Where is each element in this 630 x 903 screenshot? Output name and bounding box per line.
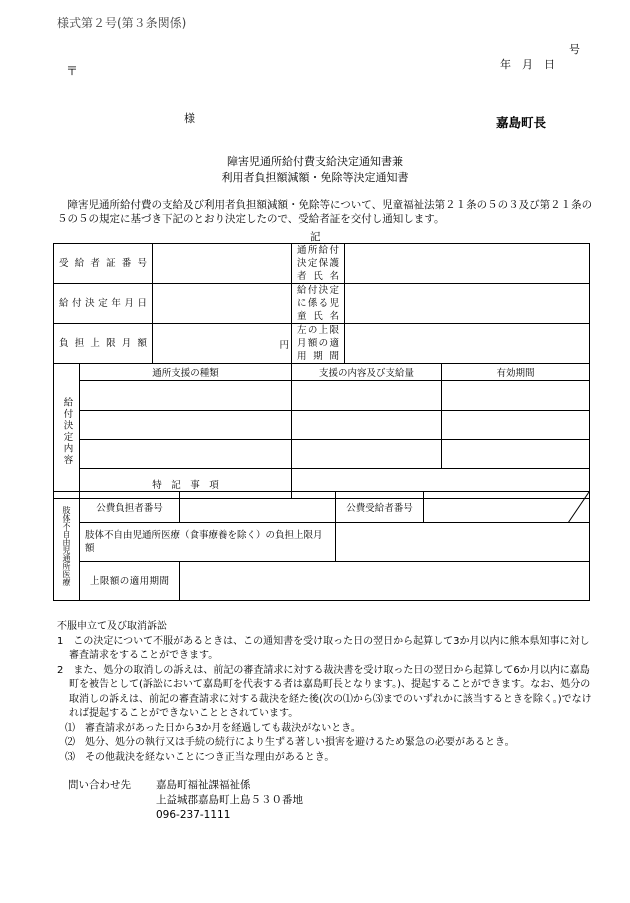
public-recipient-number-label: 公費受給者番号 <box>336 492 424 523</box>
table-row <box>54 440 590 469</box>
burden-limit-field[interactable] <box>153 324 292 364</box>
issuer-name: 嘉島町長 <box>496 115 547 130</box>
limit-period-label: 左の上限月額の適用期間 <box>292 324 345 364</box>
notes-sub-1: ⑴ 審査請求があった日から3か月を経過しても裁決がないとき。 <box>65 722 361 734</box>
decision-date-label: 給付決定年月日 <box>54 284 153 324</box>
child-name-field[interactable] <box>345 284 590 324</box>
contact-address: 上益城郡嘉島町上島５３０番地 <box>156 794 303 806</box>
public-recipient-number-cells[interactable] <box>424 492 590 523</box>
medical-limit-field[interactable] <box>336 523 590 562</box>
recipient-number-label: 受給者証番号 <box>54 244 153 284</box>
notes-item-1: 1 この決定について不服があるときは、この通知書を受け取った日の翌日から起算して3か月以内に熊本県知事に対し審査請求をすることができます。 <box>57 635 590 661</box>
medical-side-label: 肢体不自由児通所医療 <box>54 492 80 601</box>
decision-date-field[interactable] <box>153 284 292 324</box>
notes-sub-2: ⑵ 処分、処分の執行又は手続の続行により生ずる著しい損害を避けるため緊急の必要があるとき。 <box>65 737 515 748</box>
limit-period-field[interactable] <box>345 324 590 364</box>
public-payer-number-label: 公費負担者番号 <box>80 492 180 523</box>
diagonal-line <box>568 492 589 523</box>
public-payer-number-cells[interactable] <box>180 492 336 523</box>
notes-item-2: 2 また、処分の取消しの訴えは、前記の審査請求に対する裁決書を受け取った日の翌日から起算して6か月以内に嘉島町を被告として(訴訟において嘉島町を代表する者は嘉島町長となります。)、提起することができます。なお、処分の取消しの訴えは、前記の審査請求に対する裁決を経た後(次の⑴から⑶までのいずれかに該当するときを除く。)でなければ提起することができないこととされています。 <box>57 664 592 719</box>
recipient-number-cells[interactable] <box>153 244 292 284</box>
child-name-label: 給付決定に係る児童氏名 <box>292 284 345 324</box>
decision-table <box>53 243 590 499</box>
special-notes-label: 特 記 事 項 <box>80 469 292 499</box>
appeal-notes <box>57 620 597 765</box>
guardian-name-field[interactable] <box>345 244 590 284</box>
medical-limit-label: 肢体不自由児通所医療（食事療養を除く）の負担上限月額 <box>80 523 336 562</box>
medical-period-label: 上限額の適用期間 <box>80 562 180 601</box>
contact-block <box>68 778 303 823</box>
notes-heading: 不服申立て及び取消訴訟 <box>57 621 167 632</box>
decision-content-side-label: 給付決定内容 <box>54 364 80 499</box>
contact-office: 嘉島町福祉課福祉係 <box>156 779 251 791</box>
medical-period-field[interactable] <box>180 562 590 601</box>
addressee-suffix: 様 <box>184 112 195 125</box>
yen-unit: 円 <box>279 339 290 351</box>
ki-mark: 記 <box>310 231 321 243</box>
guardian-name-label: 通所給付決定保護者氏名 <box>292 244 345 284</box>
document-title-line1: 障害児通所給付費支給決定通知書兼 <box>227 155 403 168</box>
postal-mark: 〒 <box>66 64 79 78</box>
col-service-type: 通所支援の種類 <box>80 364 292 381</box>
document-title-line2: 利用者負担額減額・免除等決定通知書 <box>221 171 409 184</box>
table-row <box>54 411 590 440</box>
document-number-label: 号 <box>569 43 580 56</box>
col-service-amount: 支援の内容及び支給量 <box>292 364 442 381</box>
notes-sub-3: ⑶ その他裁決を経ないことにつき正当な理由があるとき。 <box>65 751 335 763</box>
form-number: 様式第２号(第３条関係) <box>57 16 187 30</box>
table-row <box>54 381 590 411</box>
contact-label: 問い合わせ先 <box>68 779 131 791</box>
medical-table <box>53 491 590 601</box>
col-valid-period: 有効期間 <box>442 364 590 381</box>
contact-phone: 096-237-1111 <box>156 809 231 821</box>
notice-body-text: 障害児通所給付費の支給及び利用者負担額減額・免除等について、児童福祉法第２１条の５の３及び第２１条の５の５の規定に基づき下記のとおり決定したので、受給者証を交付し通知します。 <box>57 199 593 225</box>
burden-limit-label: 負担上限月額 <box>54 324 153 364</box>
date-label: 年 月 日 <box>500 58 555 71</box>
